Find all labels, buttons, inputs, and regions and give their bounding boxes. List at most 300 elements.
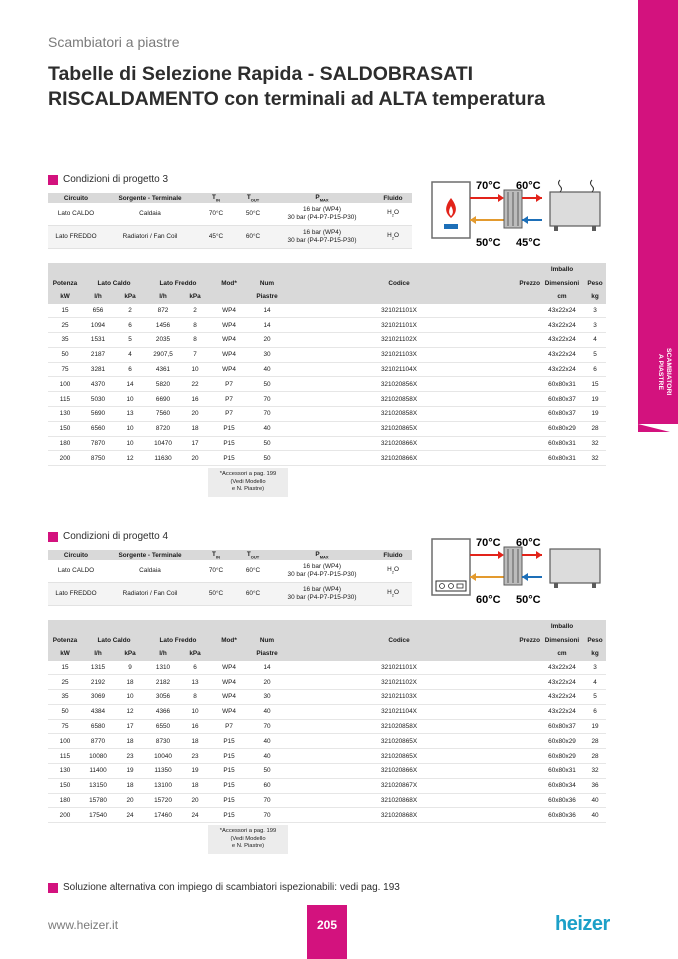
- header-potenza: Potenza: [48, 634, 82, 648]
- header-imballo: Imballo: [540, 263, 584, 277]
- cell-peso: 28: [584, 734, 606, 749]
- cell-lh-hot: 5690: [82, 407, 114, 422]
- header-kpa-cold: kPa: [180, 647, 210, 661]
- cell-sorgente: Radiatori / Fan Coil: [104, 226, 196, 249]
- cell-peso: 3: [584, 304, 606, 318]
- note-line: (Vedi Modello: [230, 835, 266, 842]
- cell-kw: 115: [48, 749, 82, 764]
- cell-kpa-hot: 5: [114, 333, 146, 348]
- header-peso: Peso: [584, 634, 606, 648]
- cell-num: 50: [248, 764, 286, 779]
- header-prezzo: Prezzo: [512, 277, 540, 291]
- cell-mod: WP4: [210, 675, 248, 690]
- alternative-solution-note: [48, 882, 400, 893]
- cell-mod: P15: [210, 808, 248, 823]
- cell-kw: 35: [48, 690, 82, 705]
- cell-peso: 6: [584, 362, 606, 377]
- table-row: [48, 318, 606, 333]
- cell-kpa-hot: 4: [114, 347, 146, 362]
- cell-kpa-hot: 10: [114, 421, 146, 436]
- radiator-foot: [554, 583, 558, 588]
- cell-kpa-cold: 23: [180, 749, 210, 764]
- cell-circuito: Lato FREDDO: [48, 226, 104, 249]
- cell-blank: [512, 421, 540, 436]
- cell-peso: 19: [584, 719, 606, 734]
- table-row: [48, 451, 606, 466]
- cell-peso: 3: [584, 318, 606, 333]
- table-row: [48, 347, 606, 362]
- cell-pmax-2: 30 bar (P4-P7-P15-P30): [287, 594, 357, 601]
- fluido-o: O: [393, 588, 399, 596]
- conditions-row-cold: [48, 583, 412, 606]
- cell-blank: [512, 793, 540, 808]
- cell-pmax-1: 16 bar (WP4): [302, 563, 341, 570]
- cell-lh-cold: 10040: [146, 749, 180, 764]
- header-lato-freddo: Lato Freddo: [146, 634, 210, 648]
- cell-kpa-hot: 17: [114, 719, 146, 734]
- cell-kw: 100: [48, 377, 82, 392]
- header-cell-blank: [584, 620, 606, 634]
- cell-kpa-hot: 10: [114, 392, 146, 407]
- cell-lh-cold: 3056: [146, 690, 180, 705]
- cell-kpa-cold: 6: [180, 661, 210, 675]
- cell-circuito: Lato CALDO: [48, 203, 104, 226]
- cell-dimensioni: 43x22x24: [540, 675, 584, 690]
- col-circuito: Circuito: [48, 550, 104, 560]
- side-tab-tip: [638, 424, 678, 434]
- cell-lh-hot: 15780: [82, 793, 114, 808]
- system-diagram-4: [430, 533, 610, 607]
- table-header-row-3: [48, 290, 606, 304]
- cell-kpa-cold: 20: [180, 407, 210, 422]
- cell-lh-hot: 17540: [82, 808, 114, 823]
- cell-tout: 60°C: [236, 583, 270, 606]
- cell-mod: P15: [210, 436, 248, 451]
- cell-peso: 4: [584, 675, 606, 690]
- header-kg: kg: [584, 647, 606, 661]
- header-kpa-hot: kPa: [114, 290, 146, 304]
- radiator-icon: [550, 549, 600, 583]
- cell-codice: 321021101X: [286, 661, 512, 675]
- cell-num: 50: [248, 377, 286, 392]
- cell-blank: [512, 808, 540, 823]
- cell-fluido: [374, 560, 412, 583]
- cell-lh-hot: 1531: [82, 333, 114, 348]
- cell-tout: 60°C: [236, 226, 270, 249]
- cell-kw: 75: [48, 719, 82, 734]
- cell-num: 50: [248, 451, 286, 466]
- cell-peso: 3: [584, 661, 606, 675]
- accessories-note-4: [208, 825, 288, 854]
- cell-lh-hot: 656: [82, 304, 114, 318]
- cell-kpa-cold: 20: [180, 793, 210, 808]
- cell-blank: [512, 675, 540, 690]
- cell-dimensioni: 60x80x29: [540, 749, 584, 764]
- cell-pmax: [270, 583, 374, 606]
- cell-kpa-hot: 19: [114, 764, 146, 779]
- cell-codice: 321020868X: [286, 793, 512, 808]
- cell-tout: 50°C: [236, 203, 270, 226]
- cell-lh-cold: 1310: [146, 661, 180, 675]
- hot-arrow-icon: [498, 551, 504, 559]
- cell-pmax-1: 16 bar (WP4): [302, 586, 341, 593]
- cell-num: 70: [248, 793, 286, 808]
- cell-lh-cold: 2907,5: [146, 347, 180, 362]
- cell-lh-cold: 11630: [146, 451, 180, 466]
- col-pmax-sub: MAX: [319, 197, 329, 203]
- fluido-h: H: [387, 588, 392, 596]
- cell-lh-hot: 7870: [82, 436, 114, 451]
- cell-kpa-hot: 10: [114, 436, 146, 451]
- cell-blank: [512, 377, 540, 392]
- temp-hot-in: 70°C: [476, 180, 501, 192]
- cell-lh-hot: 3069: [82, 690, 114, 705]
- cell-codice: 321020856X: [286, 377, 512, 392]
- cell-blank: [512, 304, 540, 318]
- col-tin: [196, 193, 236, 203]
- table-row: [48, 436, 606, 451]
- cell-blank: [512, 436, 540, 451]
- header-cell-blank: [210, 290, 248, 304]
- header-cm: cm: [540, 647, 584, 661]
- return-arrow-icon: [470, 216, 476, 224]
- table-header-row-1: [48, 620, 606, 634]
- cell-mod: P15: [210, 793, 248, 808]
- table-row: [48, 362, 606, 377]
- col-pmax-label: P: [315, 193, 320, 201]
- cell-sorgente: Radiatori / Fan Coil: [104, 583, 196, 606]
- cell-peso: 32: [584, 436, 606, 451]
- temp-cold-in: 60°C: [476, 594, 501, 606]
- header-mod: Mod*: [210, 634, 248, 648]
- cell-lh-hot: 1094: [82, 318, 114, 333]
- cell-blank: [512, 764, 540, 779]
- note-line: (Vedi Modello: [230, 478, 266, 485]
- cell-pmax: [270, 226, 374, 249]
- cell-lh-cold: 2035: [146, 333, 180, 348]
- fluido-sub: 2: [391, 235, 394, 241]
- cell-lh-cold: 11350: [146, 764, 180, 779]
- cell-dimensioni: 60x80x37: [540, 392, 584, 407]
- cell-kw: 100: [48, 734, 82, 749]
- cell-lh-hot: 11400: [82, 764, 114, 779]
- cold-arrow-icon: [522, 216, 528, 224]
- cell-mod: P15: [210, 451, 248, 466]
- cell-sorgente: Caldaia: [104, 203, 196, 226]
- header-kw: kW: [48, 290, 82, 304]
- section-heading-3: [48, 174, 168, 185]
- header-potenza: Potenza: [48, 277, 82, 291]
- selection-table-3: [48, 263, 606, 466]
- cell-kpa-cold: 8: [180, 690, 210, 705]
- selection-table-4: [48, 620, 606, 823]
- header-cell-blank: [48, 263, 540, 277]
- fluido-h: H: [387, 231, 392, 239]
- table-row: [48, 392, 606, 407]
- cell-mod: P15: [210, 421, 248, 436]
- cell-kw: 130: [48, 407, 82, 422]
- cell-kpa-hot: 6: [114, 318, 146, 333]
- cell-dimensioni: 60x80x37: [540, 407, 584, 422]
- table-body-3: [48, 304, 606, 466]
- cell-peso: 32: [584, 764, 606, 779]
- cell-dimensioni: 60x80x29: [540, 734, 584, 749]
- side-tab-line-2: A PIASTRE: [657, 353, 664, 390]
- radiator-foot: [592, 583, 596, 588]
- cell-blank: [512, 318, 540, 333]
- cell-lh-cold: 10470: [146, 436, 180, 451]
- header-cm: cm: [540, 290, 584, 304]
- cell-kw: 180: [48, 793, 82, 808]
- section-heading-3-text: Condizioni di progetto 3: [63, 174, 169, 185]
- cell-num: 70: [248, 407, 286, 422]
- cell-peso: 40: [584, 793, 606, 808]
- col-sorgente: Sorgente - Terminale: [104, 193, 196, 203]
- cell-tin: 70°C: [196, 203, 236, 226]
- header-kpa-cold: kPa: [180, 290, 210, 304]
- website-link[interactable]: www.heizer.it: [48, 918, 119, 932]
- header-kpa-hot: kPa: [114, 647, 146, 661]
- header-peso: Peso: [584, 277, 606, 291]
- cell-peso: 6: [584, 704, 606, 719]
- cell-codice: 321021104X: [286, 362, 512, 377]
- cell-dimensioni: 60x80x31: [540, 764, 584, 779]
- cell-lh-hot: 8750: [82, 451, 114, 466]
- cell-mod: WP4: [210, 661, 248, 675]
- secondary-arrow-icon: [536, 194, 542, 202]
- cell-num: 60: [248, 778, 286, 793]
- header-mod: Mod*: [210, 277, 248, 291]
- conditions-row-hot: [48, 560, 412, 583]
- cell-dimensioni: 60x80x29: [540, 421, 584, 436]
- col-tout: [236, 550, 270, 560]
- temp-cold-out: 50°C: [516, 594, 541, 606]
- temp-hot-in: 70°C: [476, 537, 501, 549]
- table-row: [48, 734, 606, 749]
- col-pmax: [270, 193, 374, 203]
- cell-tin: 50°C: [196, 583, 236, 606]
- cell-peso: 36: [584, 778, 606, 793]
- cell-codice: 321020866X: [286, 436, 512, 451]
- cell-kpa-hot: 6: [114, 362, 146, 377]
- cell-kw: 15: [48, 661, 82, 675]
- cell-pmax-2: 30 bar (P4-P7-P15-P30): [287, 237, 357, 244]
- col-pmax-label: P: [315, 550, 320, 558]
- fluido-h: H: [387, 208, 392, 216]
- table-row: [48, 704, 606, 719]
- bullet-square-icon: [48, 883, 58, 893]
- heat-wave-icon: [591, 180, 594, 192]
- table-body-4: [48, 661, 606, 823]
- cell-num: 14: [248, 304, 286, 318]
- cell-kpa-hot: 18: [114, 778, 146, 793]
- table-row: [48, 793, 606, 808]
- cell-mod: WP4: [210, 704, 248, 719]
- cell-mod: WP4: [210, 690, 248, 705]
- cell-kpa-cold: 18: [180, 421, 210, 436]
- cell-num: 20: [248, 333, 286, 348]
- col-fluido: Fluido: [374, 193, 412, 203]
- cell-codice: 321020868X: [286, 808, 512, 823]
- cell-num: 70: [248, 719, 286, 734]
- table-row: [48, 661, 606, 675]
- table-row: [48, 690, 606, 705]
- page-number-box: [307, 905, 347, 959]
- table-row: [48, 377, 606, 392]
- cell-peso: 40: [584, 808, 606, 823]
- cell-mod: WP4: [210, 333, 248, 348]
- cell-dimensioni: 43x22x24: [540, 333, 584, 348]
- section-label: Scambiatori a piastre: [48, 34, 180, 50]
- cell-tout: 60°C: [236, 560, 270, 583]
- cell-num: 30: [248, 690, 286, 705]
- col-tout-sub: OUT: [250, 197, 260, 203]
- cell-kpa-cold: 13: [180, 675, 210, 690]
- radiator-foot: [592, 226, 596, 231]
- cell-lh-hot: 4370: [82, 377, 114, 392]
- header-lh-cold: l/h: [146, 290, 180, 304]
- cell-blank: [512, 719, 540, 734]
- cell-mod: P15: [210, 749, 248, 764]
- cell-kpa-hot: 12: [114, 704, 146, 719]
- cell-codice: 321020867X: [286, 778, 512, 793]
- fluido-sub: 2: [391, 592, 394, 598]
- col-tin-sub: IN: [215, 554, 220, 560]
- temp-cold-in: 50°C: [476, 237, 501, 249]
- cell-dimensioni: 43x22x24: [540, 347, 584, 362]
- cell-kpa-hot: 24: [114, 808, 146, 823]
- cell-lh-cold: 1456: [146, 318, 180, 333]
- conditions-row-cold: [48, 226, 412, 249]
- return-arrow-icon: [470, 573, 476, 581]
- cell-kpa-cold: 7: [180, 347, 210, 362]
- section-heading-4-text: Condizioni di progetto 4: [63, 531, 169, 542]
- cell-mod: WP4: [210, 318, 248, 333]
- cell-kpa-cold: 10: [180, 704, 210, 719]
- cell-pmax: [270, 560, 374, 583]
- col-fluido: Fluido: [374, 550, 412, 560]
- note-line: e N. Piastre): [231, 486, 265, 492]
- cell-kw: 75: [48, 362, 82, 377]
- table-header-row-3: [48, 647, 606, 661]
- boiler-panel-icon: [444, 224, 458, 229]
- cell-lh-cold: 7560: [146, 407, 180, 422]
- cell-kpa-hot: 14: [114, 377, 146, 392]
- table-row: [48, 333, 606, 348]
- table-header-row-2: [48, 634, 606, 648]
- cell-kw: 50: [48, 704, 82, 719]
- header-prezzo: Prezzo: [512, 634, 540, 648]
- header-imballo: Imballo: [540, 620, 584, 634]
- cell-num: 50: [248, 436, 286, 451]
- cell-kw: 15: [48, 304, 82, 318]
- cell-dimensioni: 60x80x36: [540, 808, 584, 823]
- cell-blank: [512, 362, 540, 377]
- table-row: [48, 675, 606, 690]
- cell-dimensioni: 43x22x24: [540, 690, 584, 705]
- bullet-square-icon: [48, 175, 58, 185]
- cell-codice: 321021101X: [286, 304, 512, 318]
- cell-blank: [512, 690, 540, 705]
- fluido-o: O: [393, 231, 399, 239]
- col-tout-label: T: [246, 550, 251, 558]
- cell-num: 14: [248, 318, 286, 333]
- cell-lh-cold: 17460: [146, 808, 180, 823]
- cell-num: 20: [248, 675, 286, 690]
- cell-blank: [512, 347, 540, 362]
- fluido-sub: 2: [391, 569, 394, 575]
- cell-lh-hot: 10080: [82, 749, 114, 764]
- cell-blank: [512, 407, 540, 422]
- fluido-o: O: [393, 565, 399, 573]
- cell-mod: P15: [210, 764, 248, 779]
- note-line: *Accessori a pag. 199: [219, 471, 277, 477]
- cell-lh-hot: 5030: [82, 392, 114, 407]
- cell-mod: WP4: [210, 347, 248, 362]
- cell-kpa-hot: 10: [114, 690, 146, 705]
- cell-blank: [512, 661, 540, 675]
- cell-lh-cold: 6690: [146, 392, 180, 407]
- col-tout: [236, 193, 270, 203]
- cell-blank: [512, 778, 540, 793]
- cell-lh-hot: 1315: [82, 661, 114, 675]
- cell-mod: P7: [210, 719, 248, 734]
- cell-tin: 70°C: [196, 560, 236, 583]
- col-tout-sub: OUT: [250, 554, 260, 560]
- cell-pmax: [270, 203, 374, 226]
- cell-lh-hot: 2192: [82, 675, 114, 690]
- col-tin-label: T: [212, 193, 216, 201]
- conditions-table-3: [48, 193, 412, 249]
- header-cell-blank: [48, 620, 540, 634]
- header-num: Num: [248, 277, 286, 291]
- table-row: [48, 764, 606, 779]
- col-tin-sub: IN: [215, 197, 220, 203]
- cell-mod: P7: [210, 407, 248, 422]
- secondary-arrow-icon: [536, 551, 542, 559]
- header-piastre: Piastre: [248, 647, 286, 661]
- col-tout-label: T: [246, 193, 251, 201]
- cell-mod: P15: [210, 778, 248, 793]
- cell-lh-cold: 13100: [146, 778, 180, 793]
- header-lato-freddo: Lato Freddo: [146, 277, 210, 291]
- header-codice: Codice: [286, 277, 512, 291]
- cell-codice: 321020866X: [286, 764, 512, 779]
- cell-dimensioni: 60x80x34: [540, 778, 584, 793]
- cell-lh-cold: 15720: [146, 793, 180, 808]
- cell-kpa-hot: 2: [114, 304, 146, 318]
- cell-mod: P15: [210, 734, 248, 749]
- cell-num: 40: [248, 749, 286, 764]
- title-line-2: RISCALDAMENTO con terminali ad ALTA temperatura: [48, 88, 545, 110]
- col-pmax-sub: MAX: [319, 554, 329, 560]
- cell-num: 70: [248, 808, 286, 823]
- note-line: e N. Piastre): [231, 843, 265, 849]
- cell-mod: P7: [210, 377, 248, 392]
- cell-lh-hot: 4384: [82, 704, 114, 719]
- table-row: [48, 407, 606, 422]
- cell-dimensioni: 60x80x36: [540, 793, 584, 808]
- system-diagram-3: [430, 176, 610, 250]
- cell-kpa-hot: 12: [114, 451, 146, 466]
- cell-blank: [512, 704, 540, 719]
- cell-peso: 5: [584, 347, 606, 362]
- cell-kw: 200: [48, 808, 82, 823]
- header-num: Num: [248, 634, 286, 648]
- cell-kw: 35: [48, 333, 82, 348]
- header-lh-hot: l/h: [82, 647, 114, 661]
- table-row: [48, 304, 606, 318]
